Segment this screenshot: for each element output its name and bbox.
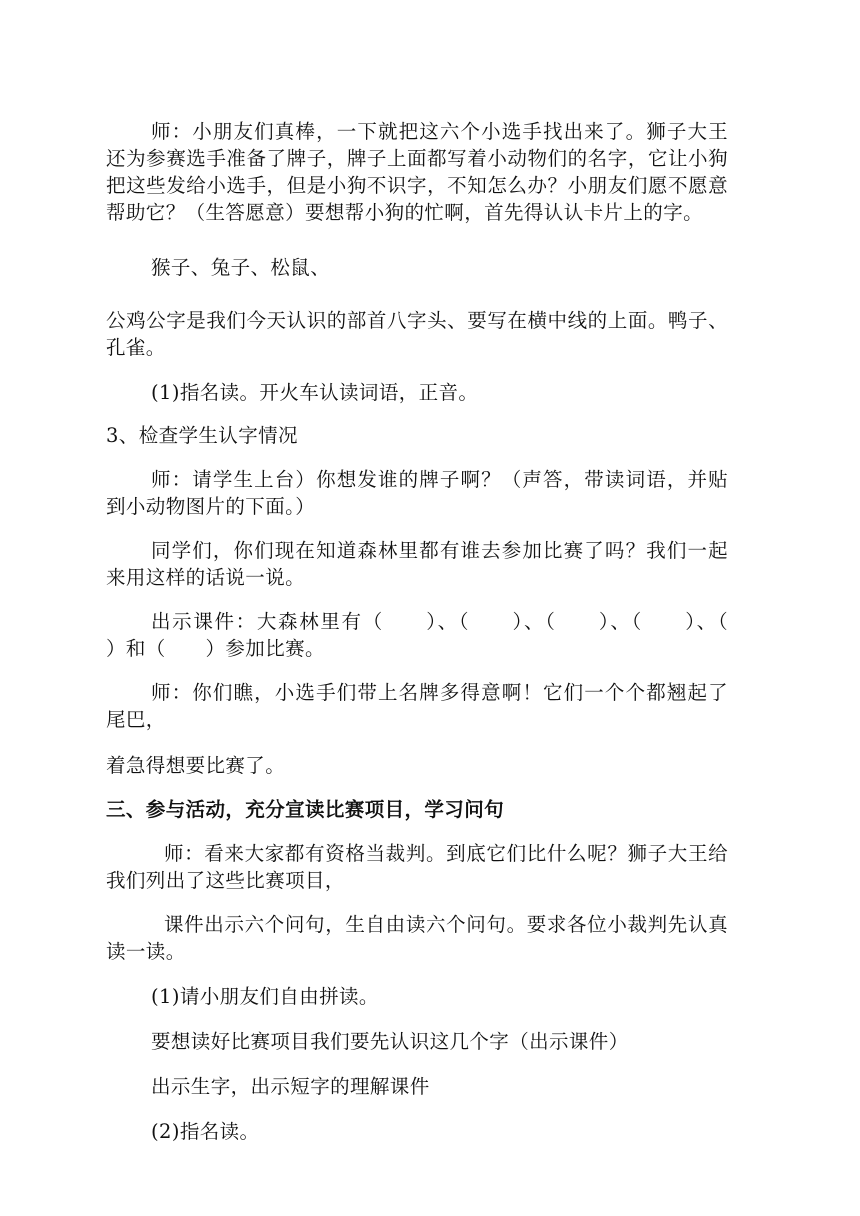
paragraph-radical-note: 公鸡公字是我们今天认识的部首八字头、要写在横中线的上面。鸭子、孔雀。 xyxy=(106,309,728,359)
paragraph-word-list: 猴子、兔子、松鼠、 xyxy=(151,256,331,279)
paragraph-learn-chars: 要想读好比赛项目我们要先认识这几个字（出示课件） xyxy=(151,1030,629,1053)
paragraph-new-chars: 出示生字，出示短字的理解课件 xyxy=(151,1075,430,1098)
paragraph-teacher-stage: 师：请学生上台）你想发谁的牌子啊？（声答，带读词语，并贴到小动物图片的下面。） xyxy=(106,468,728,518)
paragraph-courseware-fill: 出示课件：大森林里有（ ）、（ ）、（ ）、（ ）、（ ）和（ ）参加比赛。 xyxy=(106,610,768,660)
section-heading-3: 三、参与活动，充分宣读比赛项目，学习问句 xyxy=(106,798,505,821)
paragraph-classmates: 同学们，你们现在知道森林里都有谁去参加比赛了吗？我们一起来用这样的话说一说。 xyxy=(106,539,728,589)
paragraph-step-1-spell: (1)请小朋友们自由拼读。 xyxy=(151,985,379,1008)
paragraph-referee: 师：看来大家都有资格当裁判。到底它们比什么呢？狮子大王给我们列出了这些比赛项目， xyxy=(106,842,728,892)
document-page xyxy=(106,118,768,1145)
paragraph-check-heading: 3、检查学生认字情况 xyxy=(106,424,298,447)
paragraph-step-2-read: (2)指名读。 xyxy=(151,1120,260,1143)
paragraph-eager: 着急得想要比赛了。 xyxy=(106,754,286,777)
paragraph-step-1-read: (1)指名读。开火车认读词语，正音。 xyxy=(151,381,479,404)
paragraph-six-questions: 课件出示六个问句，生自由读六个问句。要求各位小裁判先认真读一读。 xyxy=(106,913,728,963)
paragraph-teacher-look: 师：你们瞧，小选手们带上名牌多得意啊！它们一个个都翘起了尾巴， xyxy=(106,681,728,731)
paragraph-teacher-intro: 师：小朋友们真棒，一下就把这六个小选手找出来了。狮子大王还为参赛选手准备了牌子，牌子上面都写着小动物们的名字，它让小狗把这些发给小选手，但是小狗不识字，不知怎么办？小朋友们愿不愿意帮助它？（生答愿意）要想帮小狗的忙啊，首先得认认卡片上的字。 xyxy=(106,120,728,224)
